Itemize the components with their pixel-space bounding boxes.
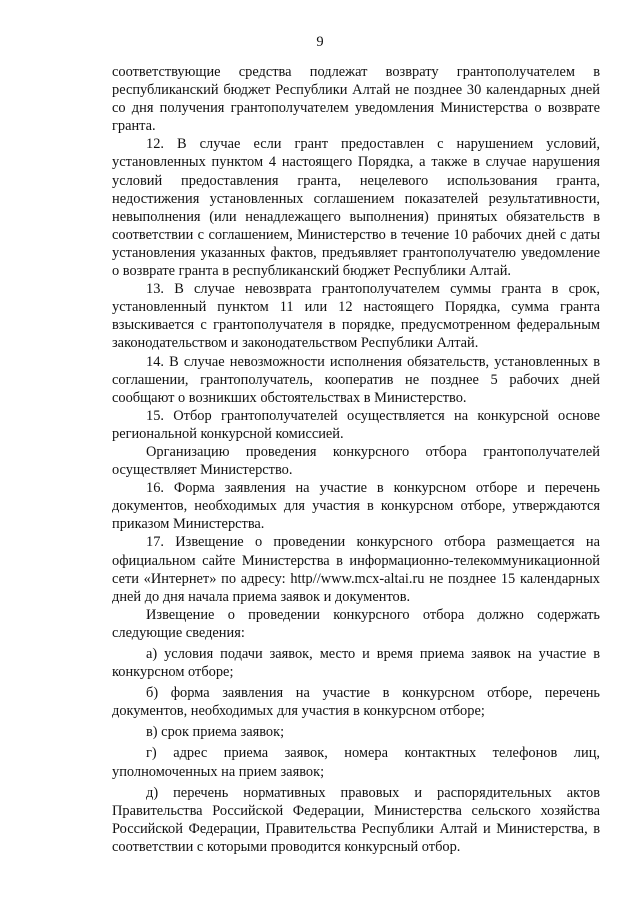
paragraph-11-continuation: соответствующие средства подлежат возврату грантополучателем в республиканский бюджет Республики Алтай не позднее 30 календарных дней со дня получения грантополучателем уведомления Министерства о возврате гранта. <box>112 64 600 135</box>
list-item-b: б) форма заявления на участие в конкурсном отборе, перечень документов, необходимых для участия в конкурсном отборе; <box>112 685 600 720</box>
paragraph-14: 14. В случае невозможности исполнения обязательств, установленных в соглашении, грантополучатель, кооператив не позднее 5 рабочих дней сообщают о возникших обстоятельствах в Министерство. <box>112 353 600 406</box>
paragraph-17: 17. Извещение о проведении конкурсного отбора размещается на официальном сайте Министерства в информационно-телекоммуникационной сети «Интернет» по адресу: http//www.mcx-altai.ru не позднее 15 календарных дней до дня начала приема заявок и документов. <box>112 534 600 605</box>
paragraph-15: 15. Отбор грантополучателей осуществляется на конкурсной основе региональной конкурсной комиссией. <box>112 407 600 442</box>
document-body <box>112 63 600 856</box>
paragraph-12: 12. В случае если грант предоставлен с нарушением условий, установленных пунктом 4 настоящего Порядка, а также в случае нарушения условий предоставления гранта, нецелевого использования гранта, недостижения установленных соглашением показателей результативности, невыполнения (или ненадлежащего выполнения) принятых обязательств в соответствии с соглашением, Министерство в течение 10 рабочих дней с даты установления указанных фактов, предъявляет грантополучателю уведомление о возврате гранта в республиканский бюджет Республики Алтай. <box>112 136 600 280</box>
paragraph-16: 16. Форма заявления на участие в конкурсном отборе и перечень документов, необходимых для участия в конкурсном отборе, утверждаются приказом Министерства. <box>112 480 600 533</box>
list-item-a: а) условия подачи заявок, место и время приема заявок на участие в конкурсном отборе; <box>112 646 600 681</box>
paragraph-17-notice-contents: Извещение о проведении конкурсного отбора должно содержать следующие сведения: <box>112 606 600 641</box>
list-item-d: д) перечень нормативных правовых и распорядительных актов Правительства Российской Федерации, Министерства сельского хозяйства Российской Федерации, Правительства Республики Алтай и Министерства, в соответствии с которыми проводится конкурсный отбор. <box>112 784 600 855</box>
paragraph-15-organization: Организацию проведения конкурсного отбора грантополучателей осуществляет Министерство. <box>112 443 600 479</box>
paragraph-13: 13. В случае невозврата грантополучателем суммы гранта в срок, установленный пунктом 11 или 12 настоящего Порядка, сумма гранта взыскивается с грантополучателя в порядке, предусмотренном федеральным законодательством и законодательством Республики Алтай. <box>112 281 600 352</box>
page-number: 9 <box>316 34 324 50</box>
list-item-g: г) адрес приема заявок, номера контактных телефонов лиц, уполномоченных на прием заявок; <box>112 745 600 780</box>
list-item-v: в) срок приема заявок; <box>146 724 285 741</box>
